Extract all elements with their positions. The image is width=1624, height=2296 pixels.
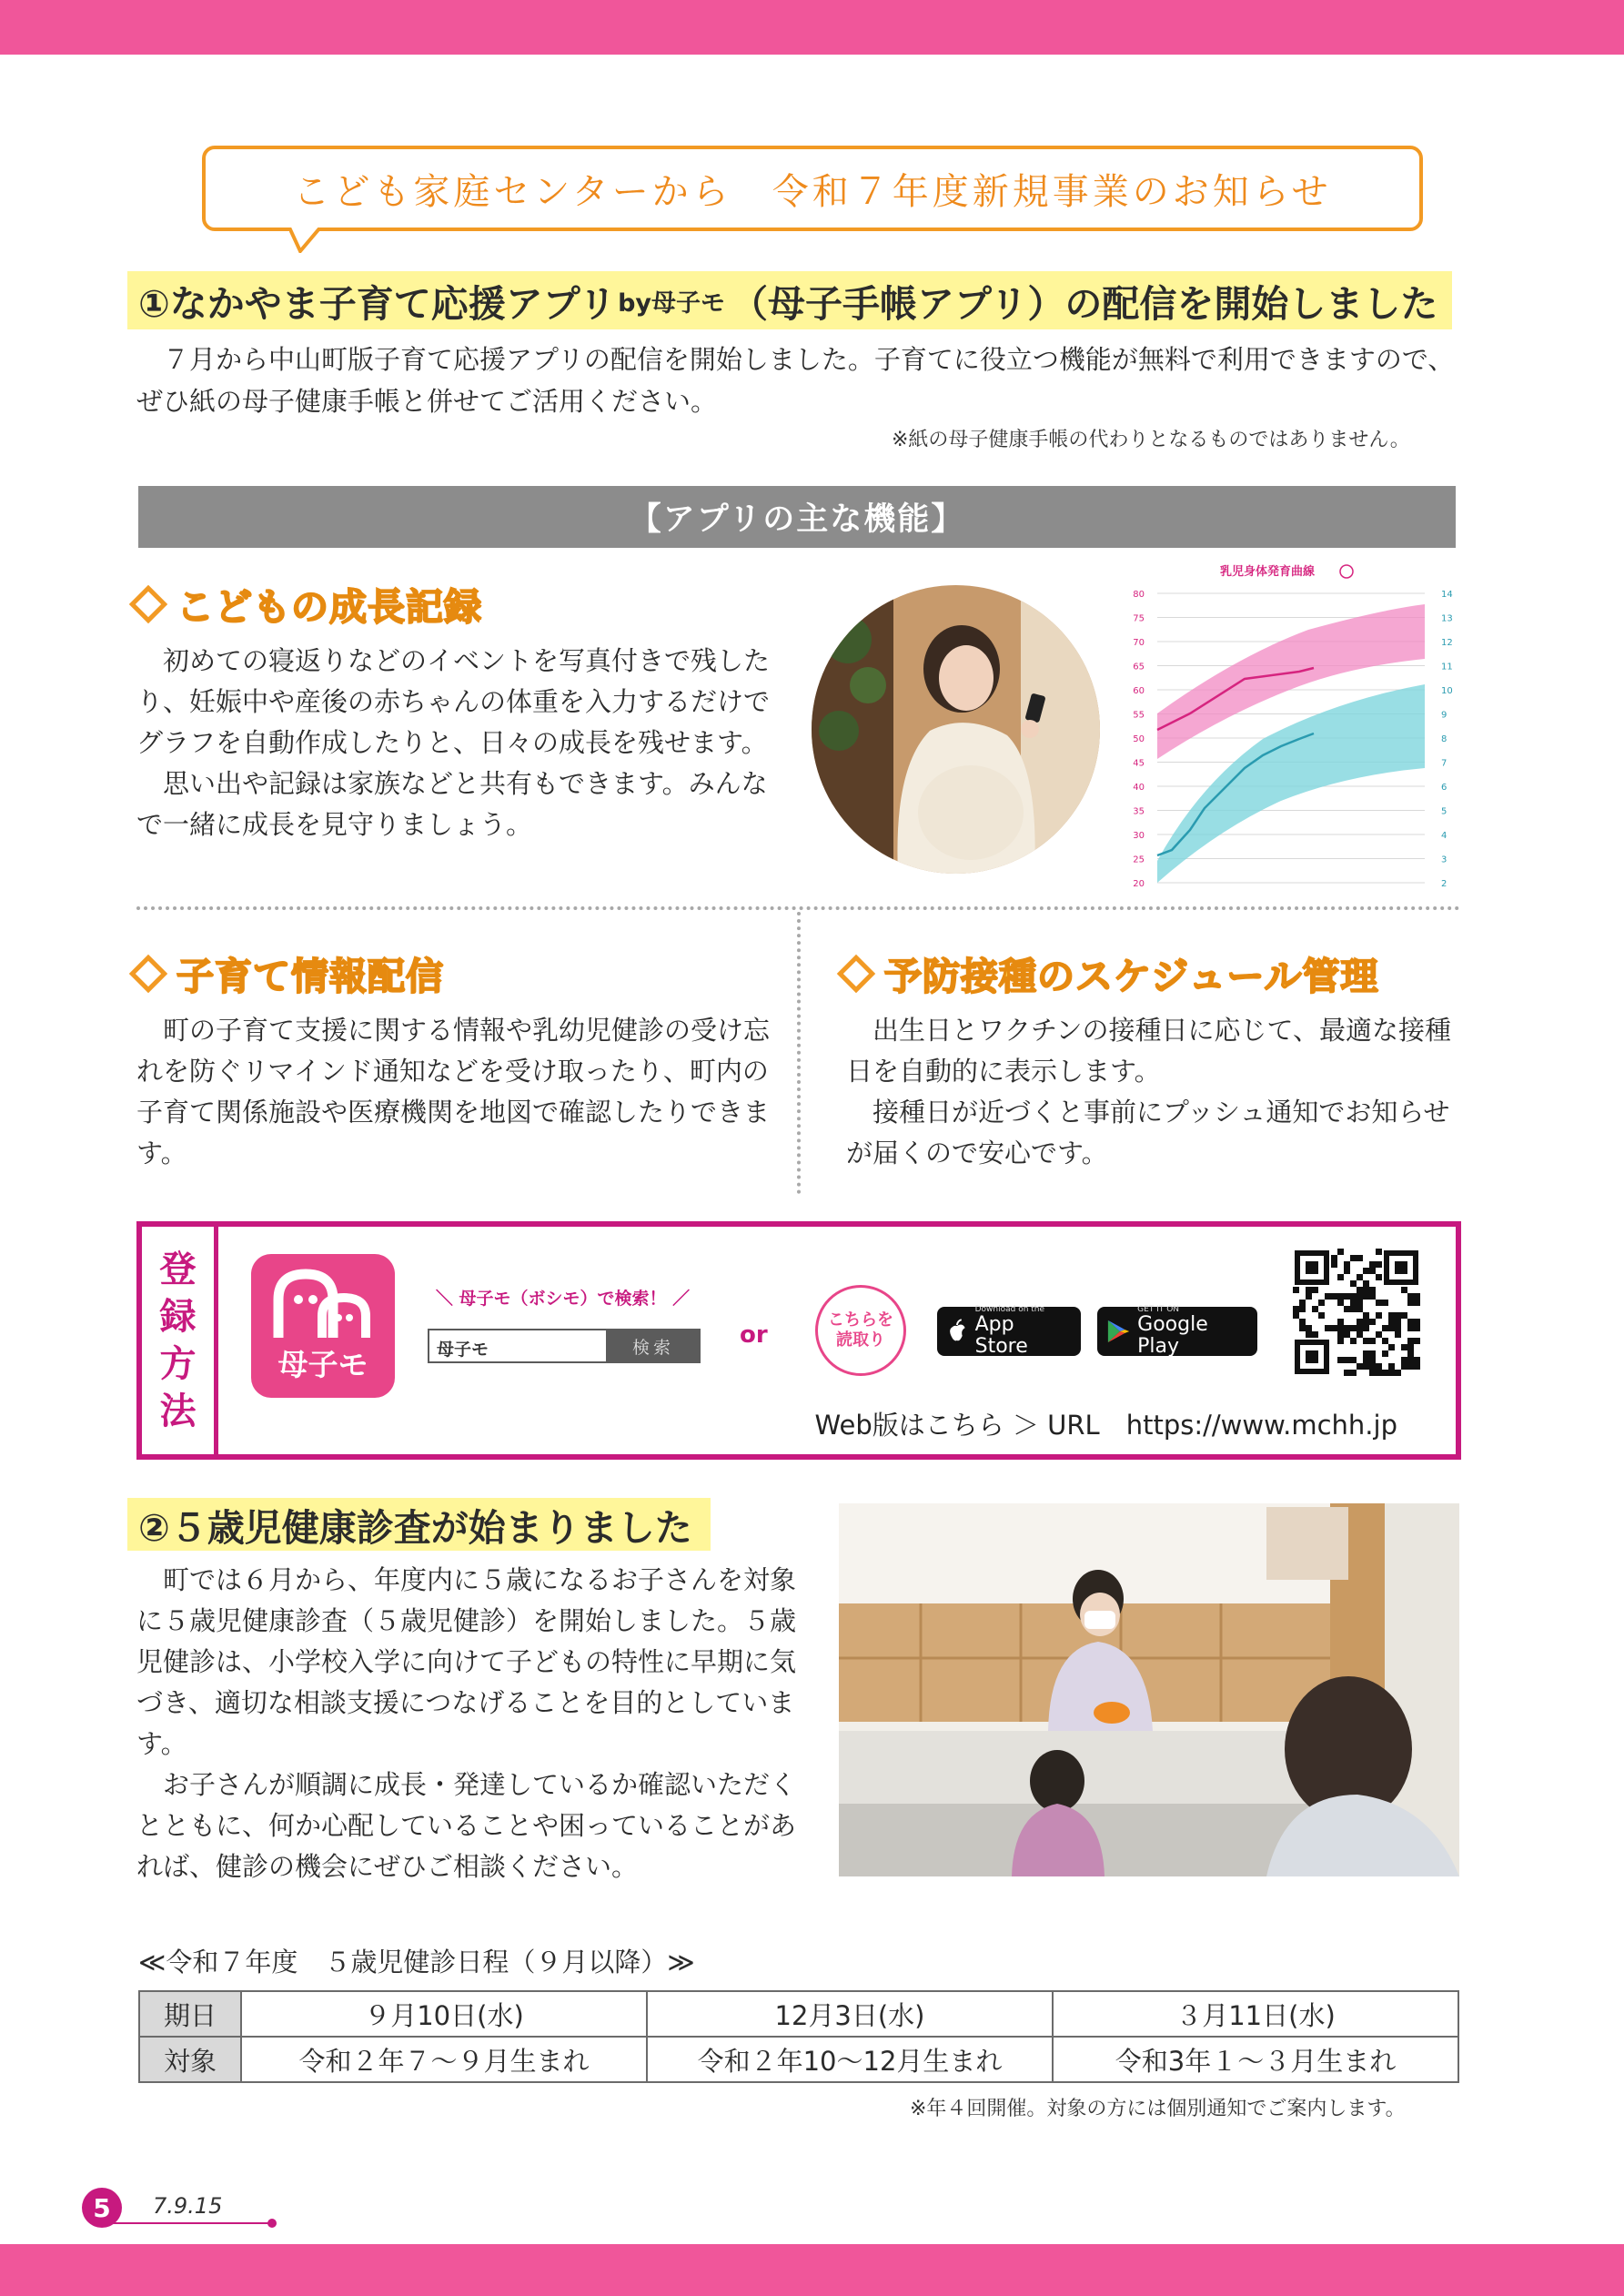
row-label-date: 期日 xyxy=(139,1991,241,2037)
section1-intro-text: ７月から中山町版子育て応援アプリの配信を開始しました。子育てに役立つ機能が無料で利用できますので、ぜひ紙の母子健康手帳と併せてご活用ください。 xyxy=(136,344,1455,417)
chart-right-tick: 2 xyxy=(1441,879,1447,889)
google-play-big: Google Play xyxy=(1137,1313,1208,1358)
registration-box xyxy=(136,1221,1461,1460)
qr-code-icon[interactable] xyxy=(1293,1249,1420,1376)
chart-right-tick: 12 xyxy=(1441,638,1453,648)
side-char: 方 xyxy=(159,1343,197,1385)
section1-heading-by: by母子モ xyxy=(618,288,726,318)
table-row xyxy=(139,1991,1458,2037)
target-cell: 令和２年７～９月生まれ xyxy=(241,2037,647,2082)
features-bar: 【アプリの主な機能】 xyxy=(138,486,1456,548)
chart-left-tick: 40 xyxy=(1133,783,1145,793)
app-store-badge[interactable] xyxy=(937,1307,1081,1356)
date-cell: ３月11日(水) xyxy=(1053,1991,1458,2037)
chart-right-tick: 10 xyxy=(1441,686,1453,696)
feature-vaccine-title-text: 予防接種のスケジュール管理 xyxy=(884,955,1379,998)
chart-left-tick: 50 xyxy=(1133,734,1145,744)
chart-right-tick: 13 xyxy=(1441,613,1453,624)
schedule-title: ≪令和７年度 ５歳児健診日程（９月以降）≫ xyxy=(138,1947,695,1977)
search-input[interactable]: 母子モ xyxy=(428,1329,606,1363)
chart-right-tick: 14 xyxy=(1441,590,1453,600)
google-play-badge[interactable] xyxy=(1097,1307,1257,1356)
chart-left-tick: 30 xyxy=(1133,831,1145,841)
google-play-icon xyxy=(1106,1318,1130,1345)
banner-tail xyxy=(289,228,320,253)
chart-left-tick: 75 xyxy=(1133,613,1145,624)
feature-vaccine-title xyxy=(835,946,1379,1000)
chart-right-tick: 7 xyxy=(1441,758,1447,769)
section2-para1: 町では６月から、年度内に５歳になるお子さんを対象に５歳児健康診査（５歳児健診）を開始しました。５歳児健診は、小学校入学に向けて子どもの特性に早期に気づき、適切な相談支援につなげることを目的としています。 xyxy=(136,1564,797,1759)
feature-growth-title xyxy=(127,577,482,631)
feature-info-title xyxy=(127,946,444,1000)
feature-growth-para2: 思い出や記録は家族などと共有もできます。みんなで一緒に成長を見守りましょう。 xyxy=(136,768,768,840)
chart-right-tick: 5 xyxy=(1441,806,1447,817)
feature-growth-para1: 初めての寝返りなどのイベントを写真付きで残したり、妊娠中や産後の赤ちゃんの体重を入力するだけでグラフを自動作成したりと、日々の成長を残せます。 xyxy=(136,645,771,758)
chart-right-tick: 3 xyxy=(1441,855,1447,865)
apple-icon xyxy=(946,1319,968,1344)
section1-heading-main: ①なかやま子育て応援アプリ xyxy=(138,281,617,326)
boshimo-logo-icon xyxy=(251,1254,395,1345)
page-number: 5 xyxy=(82,2188,122,2228)
feature-info-body xyxy=(136,1010,773,1174)
chart-right-tick: 11 xyxy=(1441,662,1453,673)
schedule-table xyxy=(138,1990,1459,2083)
app-icon-label: 母子モ xyxy=(277,1347,368,1382)
dotted-divider-horizontal xyxy=(136,906,1460,910)
side-char: 登 xyxy=(159,1249,197,1290)
table-row xyxy=(139,2037,1458,2082)
date-cell: ９月10日(水) xyxy=(241,1991,647,2037)
chart-left-tick: 70 xyxy=(1133,638,1145,648)
chart-left-tick: 20 xyxy=(1133,879,1145,889)
google-play-small: GET IT ON xyxy=(1137,1305,1180,1314)
schedule-note: ※年４回開催。対象の方には個別通知でご案内します。 xyxy=(910,2098,1406,2120)
section1-intro xyxy=(136,339,1465,422)
dotted-divider-vertical xyxy=(797,912,801,1194)
footer-underline xyxy=(109,2222,273,2224)
feature-vaccine-body xyxy=(846,1010,1465,1174)
chart-left-tick: 65 xyxy=(1133,662,1145,673)
section1-note: ※紙の母子健康手帳の代わりとなるものではありません。 xyxy=(892,429,1410,451)
feature-vaccine-para2: 接種日が近づくと事前にプッシュ通知でお知らせが届くので安心です。 xyxy=(846,1097,1450,1168)
feature-vaccine-para1: 出生日とワクチンの接種日に応じて、最適な接種日を自動的に表示します。 xyxy=(846,1015,1451,1087)
feature-growth-body xyxy=(136,641,784,845)
app-store-small: Download on the xyxy=(974,1305,1045,1314)
registration-side-label xyxy=(142,1227,218,1454)
feature-info-para1: 町の子育て支援に関する情報や乳幼児健診の受け忘れを防ぐリマインド通知などを受け取ったり、町内の子育て関係施設や医療機関を地図で確認したりできます。 xyxy=(136,1015,771,1168)
scan-line-2: 読取り xyxy=(836,1330,885,1350)
top-color-band xyxy=(0,0,1624,55)
mother-photo xyxy=(812,585,1100,874)
diamond-icon xyxy=(129,584,167,622)
search-button[interactable]: 検索 xyxy=(606,1329,701,1363)
scan-line-1: こちらを xyxy=(828,1310,893,1330)
chart-right-tick: 6 xyxy=(1441,783,1447,793)
chart-right-tick: 9 xyxy=(1441,710,1447,721)
side-char: 録 xyxy=(159,1296,197,1338)
issue-date: 7.9.15 xyxy=(153,2193,223,2219)
side-char: 法 xyxy=(159,1391,197,1432)
footer-dot xyxy=(267,2219,277,2228)
growth-chart xyxy=(1117,557,1465,895)
chart-right-tick: 4 xyxy=(1441,831,1447,841)
diamond-icon xyxy=(129,954,167,992)
search-caption: ＼ 母子モ（ボシモ）で検索！ ／ xyxy=(435,1289,691,1309)
banner-title: こども家庭センターから 令和７年度新規事業のお知らせ xyxy=(293,170,1332,213)
section2-para2: お子さんが順調に成長・発達しているか確認いただくとともに、何か心配していることや困っていることがあれば、健診の機会にぜひご相談ください。 xyxy=(136,1769,797,1882)
chart-left-tick: 25 xyxy=(1133,855,1145,865)
feature-growth-title-text: こどもの成長記録 xyxy=(177,585,482,629)
chart-left-tick: 60 xyxy=(1133,686,1145,696)
boshimo-app-icon[interactable] xyxy=(251,1254,395,1398)
section1-heading-tail: （母子手帳アプリ）の配信を開始しました xyxy=(731,281,1438,326)
chart-right-tick: 8 xyxy=(1441,734,1447,744)
target-cell: 令和２年10～12月生まれ xyxy=(647,2037,1053,2082)
section1-heading xyxy=(127,271,1452,329)
diamond-icon xyxy=(837,954,875,992)
chart-title: 乳児身体発育曲線 xyxy=(1219,565,1316,579)
chart-left-tick: 80 xyxy=(1133,590,1145,600)
web-url-line[interactable]: Web版はこちら ＞ URL https://www.mchh.jp xyxy=(814,1410,1397,1441)
section2-body xyxy=(136,1560,821,1887)
target-cell: 令和3年１～３月生まれ xyxy=(1053,2037,1458,2082)
chart-left-tick: 35 xyxy=(1133,806,1145,817)
or-label: or xyxy=(740,1321,768,1349)
chart-left-tick: 45 xyxy=(1133,758,1145,769)
bottom-color-band xyxy=(0,2244,1624,2296)
app-store-big: App Store xyxy=(974,1313,1028,1358)
row-label-target: 対象 xyxy=(139,2037,241,2082)
chart-left-tick: 55 xyxy=(1133,710,1145,721)
checkup-photo xyxy=(839,1503,1459,1876)
section2-heading: ②５歳児健康診査が始まりました xyxy=(127,1498,711,1551)
date-cell: 12月3日(水) xyxy=(647,1991,1053,2037)
scan-here-badge xyxy=(815,1285,906,1376)
feature-info-title-text: 子育て情報配信 xyxy=(177,955,444,998)
